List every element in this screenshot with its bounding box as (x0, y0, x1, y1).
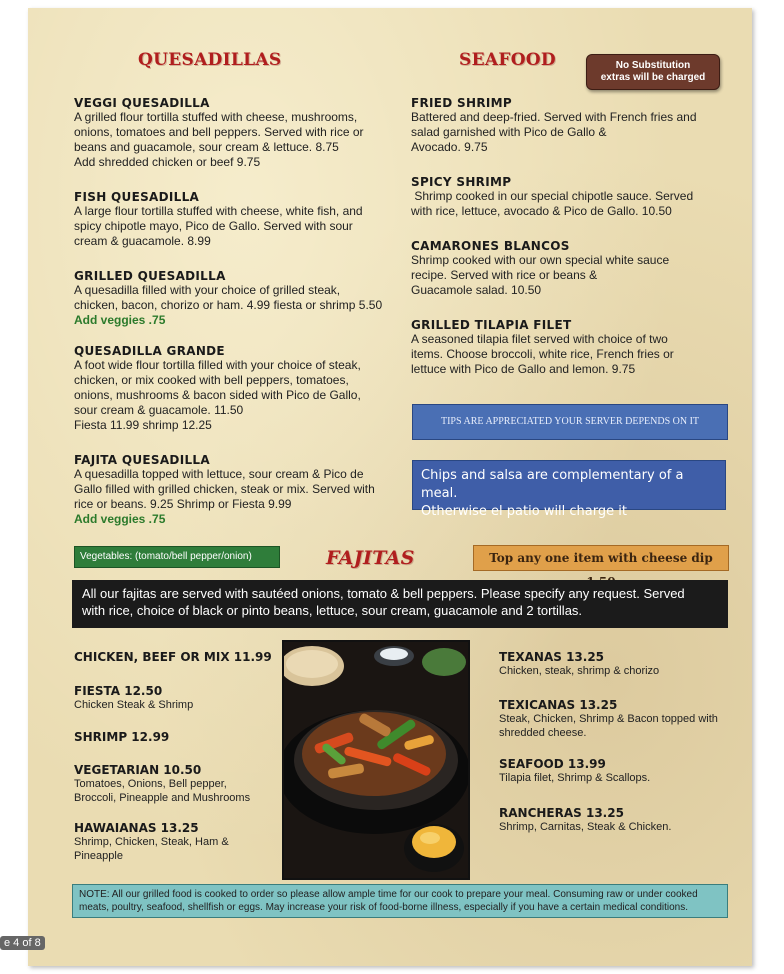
page-indicator: e 4 of 8 (0, 936, 45, 950)
item-description: Tilapia filet, Shrimp & Scallops. (499, 772, 651, 784)
fajita-item (74, 650, 274, 664)
fajita-item (74, 684, 274, 712)
badge-line: No Substitution (615, 60, 691, 71)
item-name: QUESADILLA GRANDE (74, 344, 225, 358)
item-name: CAMARONES BLANCOS (411, 239, 570, 253)
seafood-item (411, 239, 741, 298)
fajita-item (499, 806, 739, 834)
fajita-item (499, 650, 739, 678)
item-description: cream & guacamole. 8.99 (74, 234, 211, 248)
add-veggies-note: Add veggies .75 (74, 313, 166, 327)
item-description: shredded cheese. (499, 727, 587, 739)
fajitas-intro (72, 580, 728, 628)
item-description: Shrimp, Chicken, Steak, Ham & (74, 836, 229, 848)
add-veggies-note: Add veggies .75 (74, 512, 166, 526)
item-description: rice or beans. 9.25 Shrimp or Fiesta 9.99 (74, 497, 292, 511)
item-name: SPICY SHRIMP (411, 175, 512, 189)
quesadilla-item (74, 453, 404, 526)
item-description: Pineapple (74, 850, 123, 862)
item-description: onions, tomatoes and bell peppers. Served with rice or (74, 125, 364, 139)
item-name: FAJITA QUESADILLA (74, 453, 210, 467)
item-description: Fiesta 11.99 shrimp 12.25 (74, 418, 212, 432)
item-description: Shrimp, Carnitas, Steak & Chicken. (499, 821, 672, 833)
item-description: Chicken Steak & Shrimp (74, 699, 194, 711)
fajita-item (74, 730, 274, 744)
item-name: FIESTA 12.50 (74, 684, 163, 698)
item-description: chicken, bacon, chorizo or ham. 4.99 fiesta or shrimp 5.50 (74, 298, 383, 312)
item-name: HAWAIANAS 13.25 (74, 821, 199, 835)
seafood-heading: SEAFOOD (459, 50, 556, 70)
item-name: CHICKEN, BEEF OR MIX 11.99 (74, 650, 272, 664)
intro-line: All our fajitas are served with sautéed onions, tomato & bell peppers. Please specify any request. Served (82, 586, 685, 601)
fajita-item (499, 757, 739, 785)
item-description: Shrimp cooked in our special chipotle sauce. Served (411, 189, 694, 203)
note-line: meats, poultry, seafood, shellfish or eggs. May increase your risk of food-borne illness, especially if you have a certain medical conditions. (79, 902, 689, 913)
item-description: sour cream & guacamole. 11.50 (74, 403, 244, 417)
quesadilla-item (74, 96, 404, 170)
quesadilla-item (74, 190, 404, 249)
intro-line: with rice, choice of black or pinto beans, lettuce, sour cream, guacamole and 2 tortillas. (82, 603, 583, 618)
item-description: A foot wide flour tortilla filled with your choice of steak, (74, 358, 361, 372)
item-description: salad garnished with Pico de Gallo & (411, 125, 607, 139)
item-description: beans and guacamole, sour cream & lettuce. 8.75 (74, 140, 339, 154)
item-description: with rice, lettuce, avocado & Pico de Gallo. 10.50 (411, 204, 672, 218)
item-description: Broccoli, Pineapple and Mushrooms (74, 792, 251, 804)
tips-banner: TIPS ARE APPRECIATED YOUR SERVER DEPENDS ON IT (412, 404, 728, 440)
item-description: A grilled flour tortilla stuffed with cheese, mushrooms, (74, 110, 358, 124)
item-name: SEAFOOD 13.99 (499, 757, 606, 771)
chips-line: Otherwise el patio will charge it (421, 504, 627, 519)
item-name: TEXANAS 13.25 (499, 650, 605, 664)
item-name: GRILLED QUESADILLA (74, 269, 226, 283)
item-description: Guacamole salad. 10.50 (411, 283, 542, 297)
cheese-dip-banner: Top any one item with cheese dip (473, 545, 729, 571)
item-description: A quesadilla topped with lettuce, sour cream & Pico de (74, 467, 364, 481)
item-description: Battered and deep-fried. Served with French fries and (411, 110, 697, 124)
item-description: recipe. Served with rice or beans & (411, 268, 598, 282)
seafood-item (411, 318, 741, 377)
fajita-item (499, 698, 739, 740)
item-description: A seasoned tilapia filet served with choice of two (411, 332, 668, 346)
item-name: TEXICANAS 13.25 (499, 698, 618, 712)
menu-page (28, 8, 752, 966)
item-description: Shrimp cooked with our own special white sauce (411, 253, 670, 267)
quesadilla-item (74, 344, 404, 433)
item-description: Chicken, steak, shrimp & chorizo (499, 665, 660, 677)
item-description: Gallo filled with grilled chicken, steak or mix. Served with (74, 482, 375, 496)
fajita-item (74, 821, 274, 863)
item-description: chicken, or mix cooked with bell peppers, tomatoes, (74, 373, 349, 387)
quesadilla-item (74, 269, 414, 327)
item-name: RANCHERAS 13.25 (499, 806, 624, 820)
item-description: A quesadilla filled with your choice of grilled steak, (74, 283, 341, 297)
fajita-skillet-image (284, 642, 468, 878)
item-description: Steak, Chicken, Shrimp & Bacon topped with (499, 713, 718, 725)
item-description: spicy chipotle mayo, Pico de Gallo. Served with sour (74, 219, 353, 233)
item-name: FISH QUESADILLA (74, 190, 200, 204)
item-description: Avocado. 9.75 (411, 140, 488, 154)
item-name: SHRIMP 12.99 (74, 730, 170, 744)
vegetables-tag: Vegetables: (tomato/bell pepper/onion) (74, 546, 280, 568)
fajitas-heading: FAJITAS (326, 547, 415, 569)
quesadillas-heading: QUESADILLAS (138, 50, 282, 70)
item-description: Add shredded chicken or beef 9.75 (74, 155, 261, 169)
item-name: GRILLED TILAPIA FILET (411, 318, 572, 332)
item-name: VEGETARIAN 10.50 (74, 763, 202, 777)
item-name: VEGGI QUESADILLA (74, 96, 210, 110)
food-safety-note (72, 884, 728, 918)
note-line: NOTE: All our grilled food is cooked to order so please allow ample time for our cook to prepare your meal. Consuming raw or under cooked (79, 889, 698, 900)
chips-salsa-notice (412, 460, 726, 519)
item-description: Tomatoes, Onions, Bell pepper, (74, 778, 227, 790)
item-description: lettuce with Pico de Gallo and lemon. 9.75 (411, 362, 636, 376)
item-description: A large flour tortilla stuffed with cheese, white fish, and (74, 204, 363, 218)
item-name: FRIED SHRIMP (411, 96, 512, 110)
fajita-photo (282, 640, 470, 880)
badge-line: extras will be charged (600, 72, 706, 83)
item-description: items. Choose broccoli, white rice, French fries or (411, 347, 674, 361)
seafood-item (411, 96, 741, 155)
chips-line: Chips and salsa are complementary of a meal. (421, 468, 684, 501)
item-description: onions, mushrooms & bacon sided with Pico de Gallo, (74, 388, 361, 402)
seafood-item (411, 175, 741, 219)
no-substitution-badge (586, 54, 720, 90)
fajita-item (74, 763, 284, 805)
